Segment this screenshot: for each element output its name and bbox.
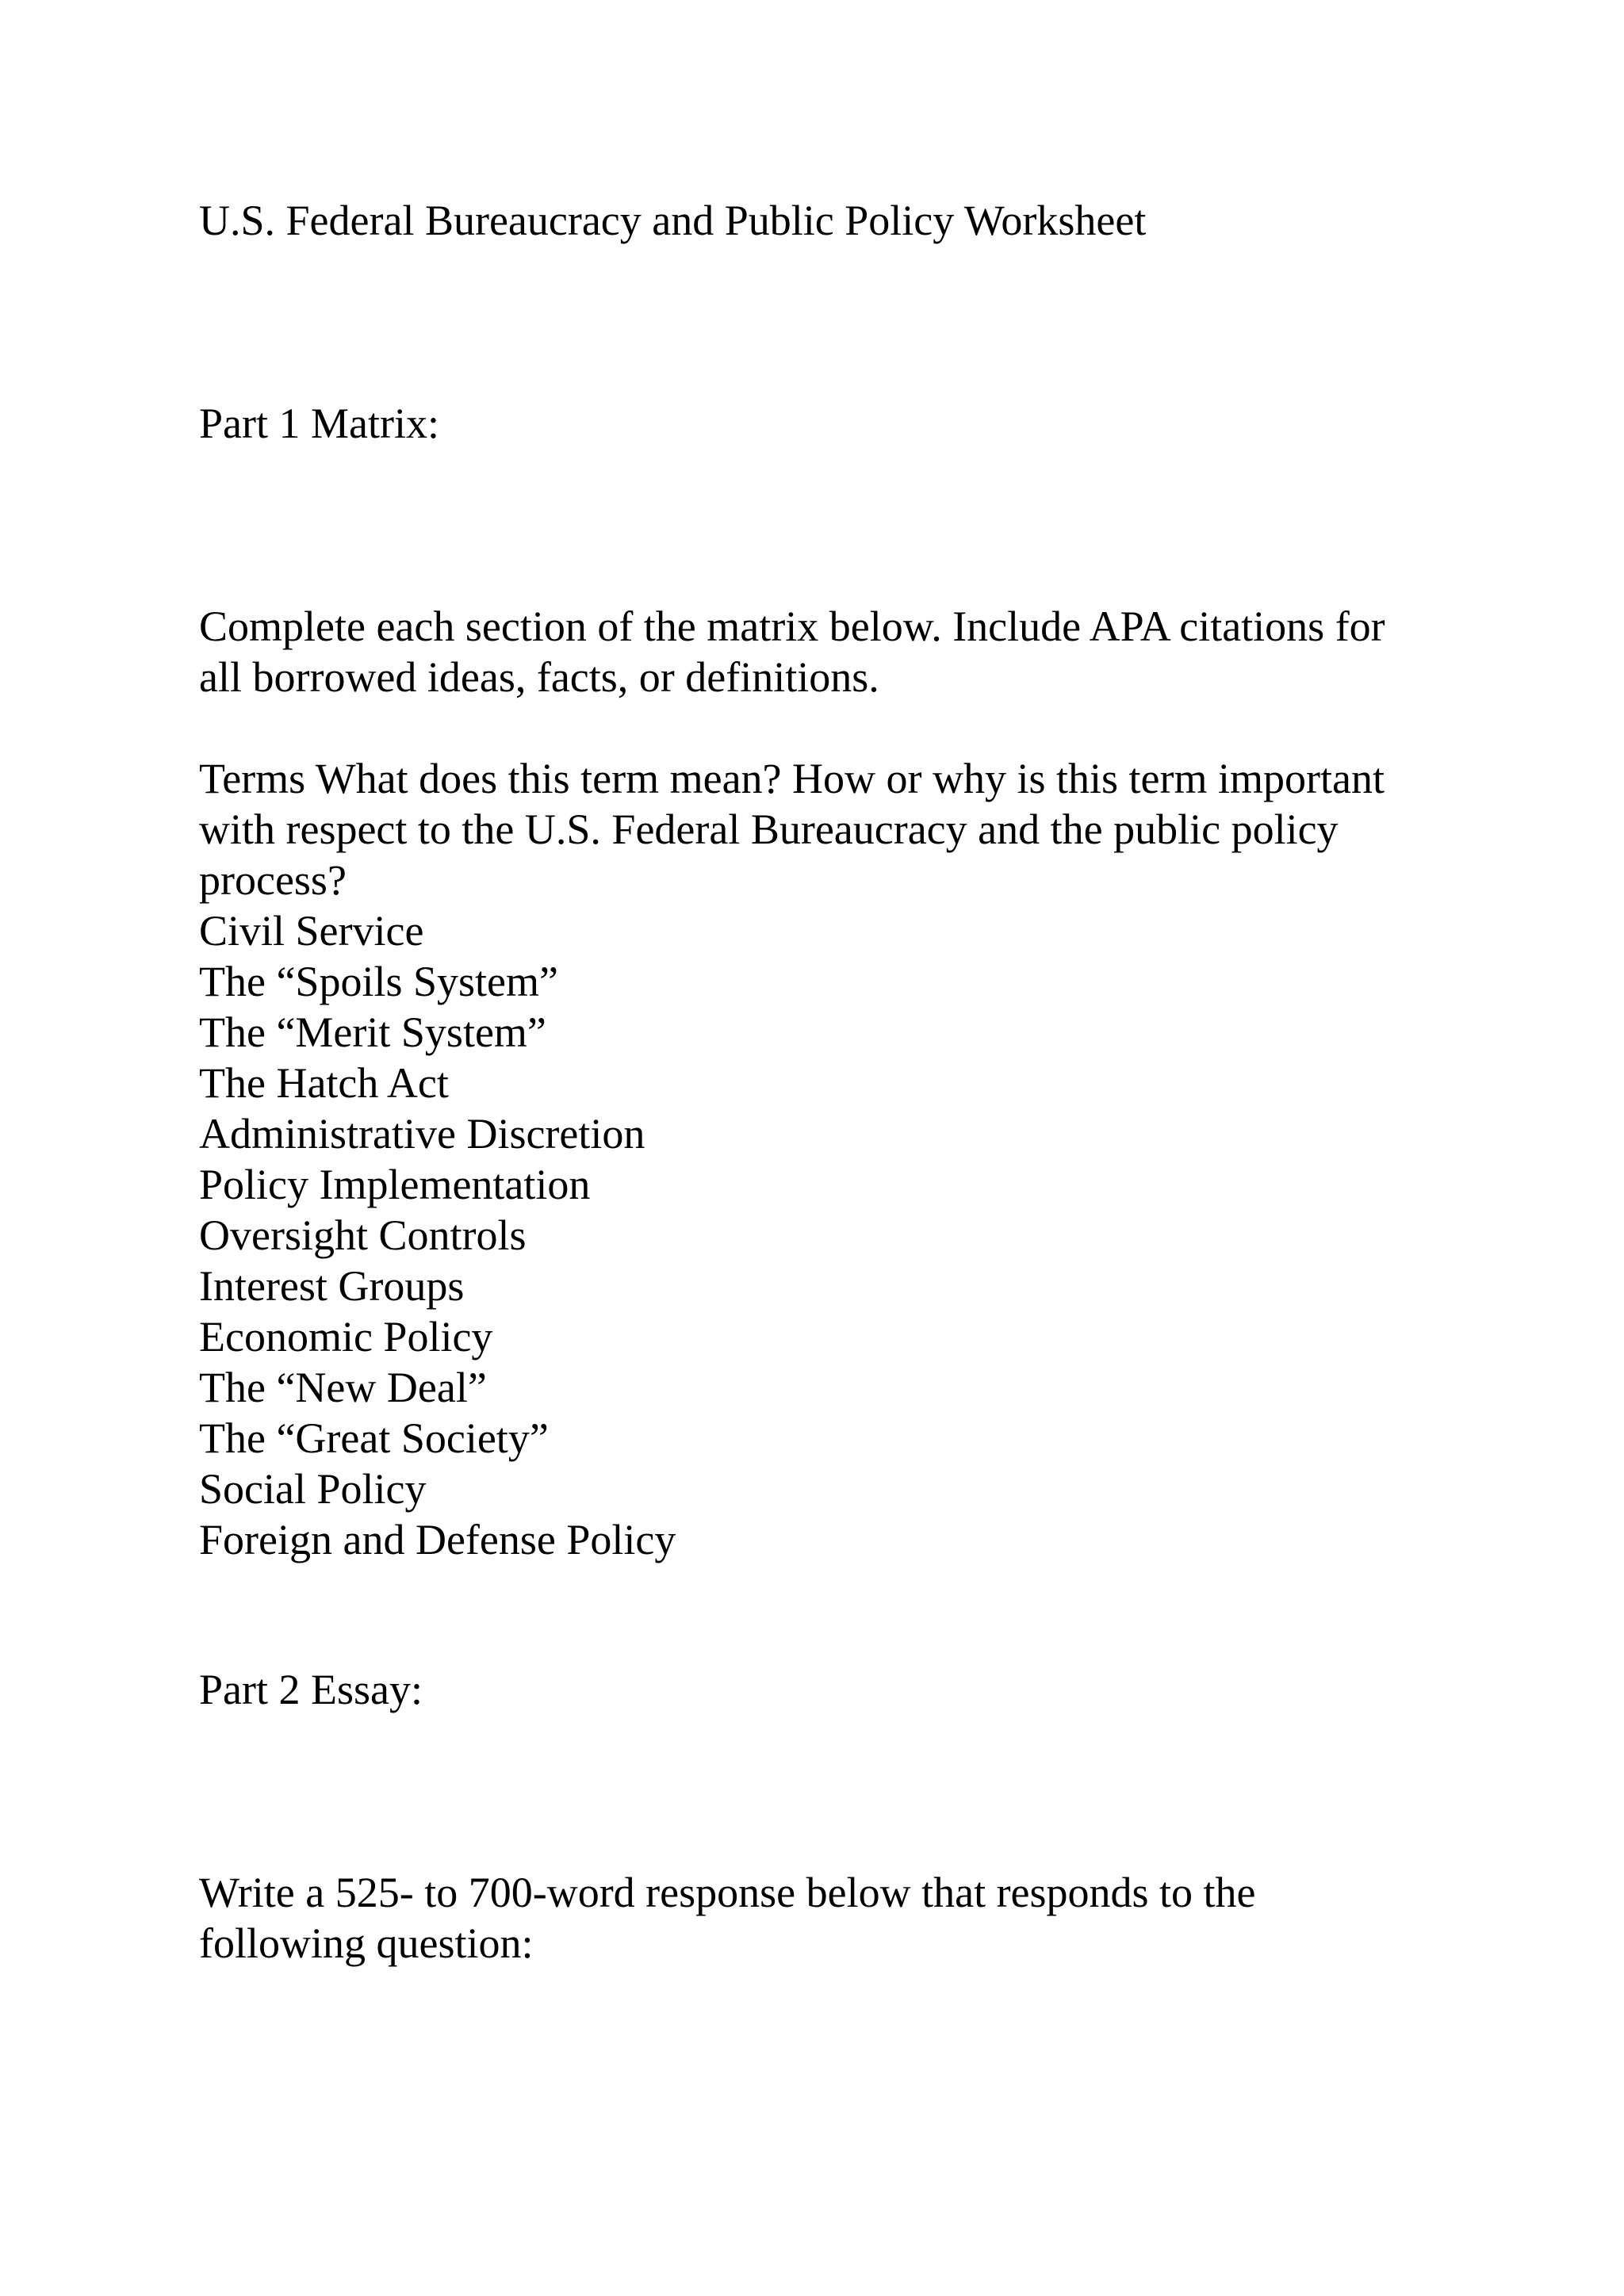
term-great-society: The “Great Society”: [199, 1414, 549, 1462]
matrix-header-line: with respect to the U.S. Federal Bureaucracy and the public policy: [199, 806, 1339, 853]
term-oversight-controls: Oversight Controls: [199, 1211, 527, 1259]
term-spoils-system: The “Spoils System”: [199, 958, 558, 1005]
matrix-header-line: Terms What does this term mean? How or why is this term important: [199, 755, 1385, 802]
term-administrative-discretion: Administrative Discretion: [199, 1110, 645, 1158]
essay-prompt-line: Write a 525- to 700-word response below that responds to the: [199, 1869, 1256, 1916]
term-foreign-defense-policy: Foreign and Defense Policy: [199, 1516, 676, 1563]
matrix-header-line: process?: [199, 856, 347, 904]
document-title: U.S. Federal Bureaucracy and Public Policy Worksheet: [199, 197, 1147, 244]
part-2-heading: Part 2 Essay:: [199, 1666, 423, 1713]
term-policy-implementation: Policy Implementation: [199, 1161, 591, 1208]
term-social-policy: Social Policy: [199, 1465, 427, 1513]
part-1-heading: Part 1 Matrix:: [199, 400, 439, 447]
term-merit-system: The “Merit System”: [199, 1008, 546, 1056]
term-civil-service: Civil Service: [199, 907, 424, 955]
term-interest-groups: Interest Groups: [199, 1262, 465, 1310]
term-new-deal: The “New Deal”: [199, 1364, 487, 1411]
term-economic-policy: Economic Policy: [199, 1313, 493, 1360]
term-hatch-act: The Hatch Act: [199, 1059, 449, 1107]
terms-list: [199, 905, 676, 1565]
instructions-line: Complete each section of the matrix below. Include APA citations for: [199, 603, 1385, 650]
essay-prompt-line: following question:: [199, 1919, 534, 1967]
instructions-line: all borrowed ideas, facts, or definitions.: [199, 653, 879, 701]
